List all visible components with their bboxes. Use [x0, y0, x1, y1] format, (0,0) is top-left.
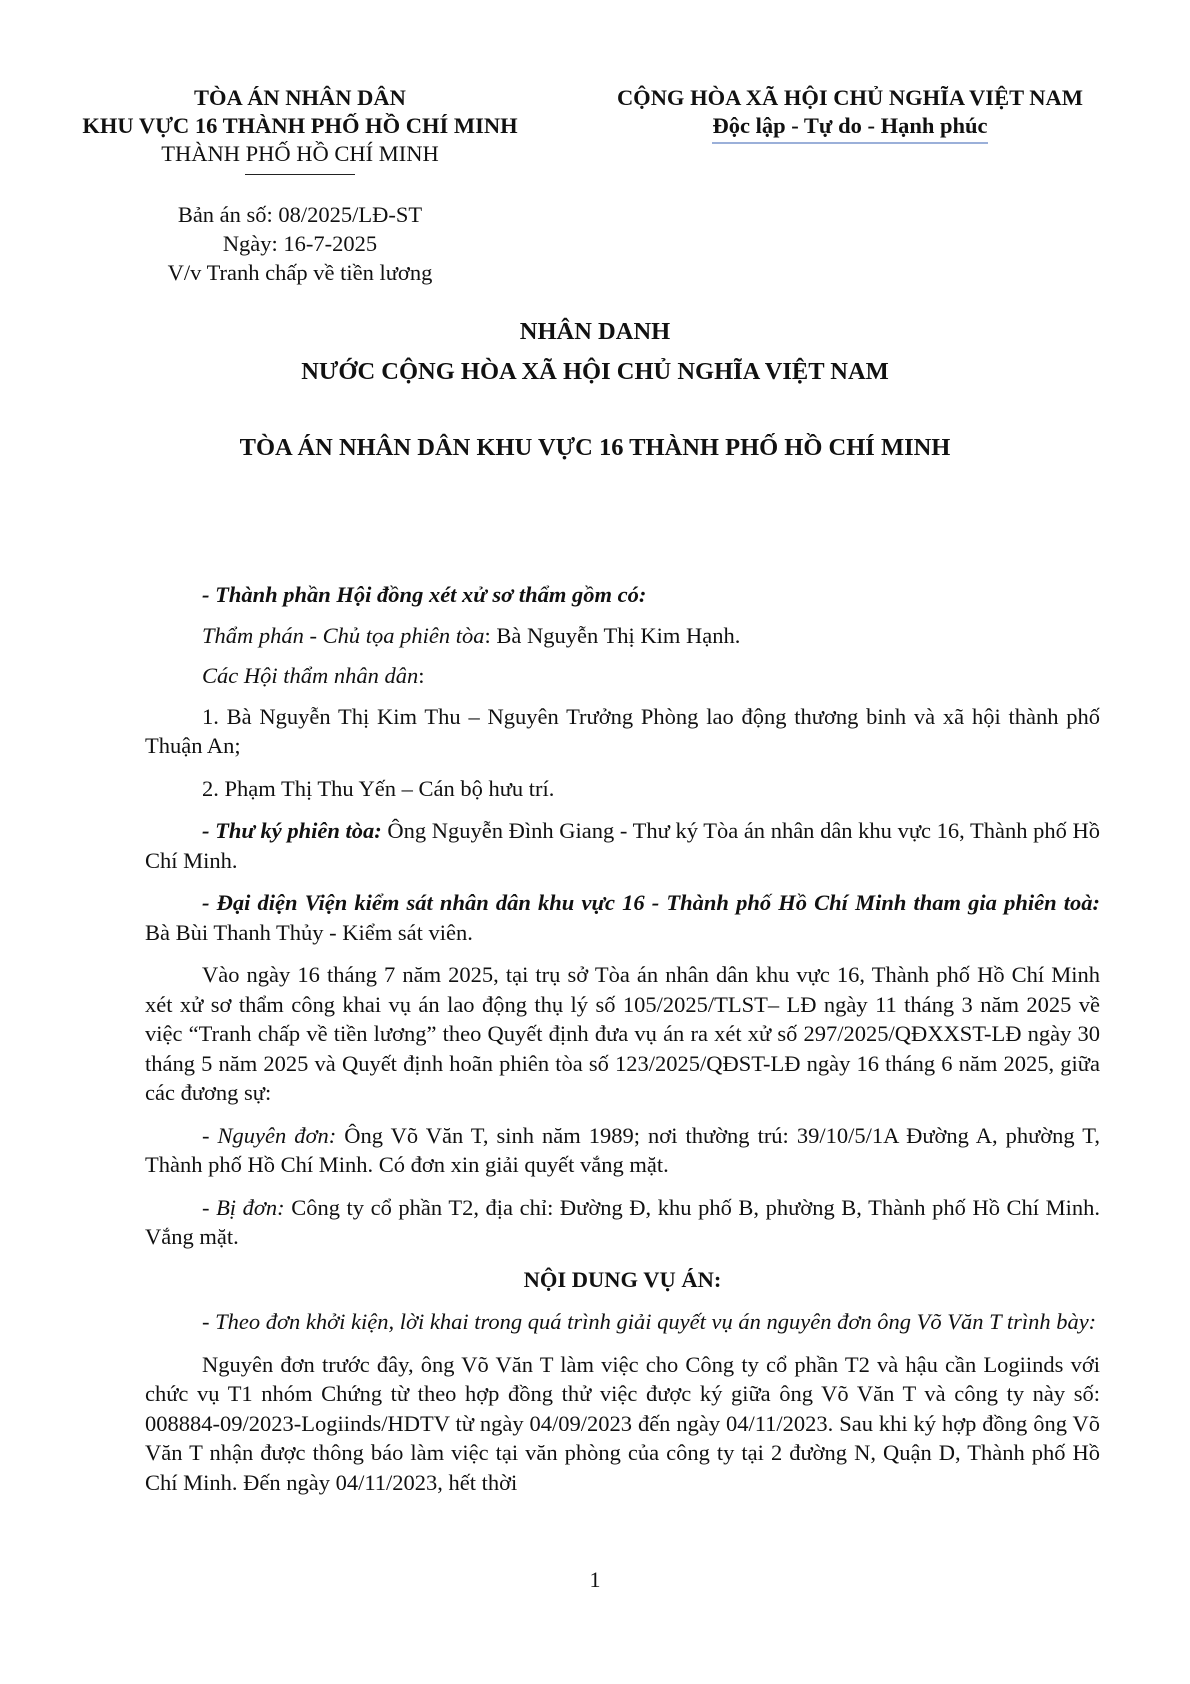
plaintiff-label: - Nguyên đơn:	[202, 1122, 337, 1148]
judgment-number: Bản án số: 08/2025/LĐ-ST	[177, 202, 423, 227]
plaintiff-value: Ông Võ Văn T, sinh năm 1989; nơi thường trú: 39/10/5/1A Đường A, phường T, Thành phố Hồ Chí Minh. Có đơn xin giải quyết vắng mặt.	[145, 1122, 1100, 1177]
procurator	[145, 888, 1100, 947]
assessor-1: 1. Bà Nguyễn Thị Kim Thu – Nguyên Trưởng Phòng lao động thương binh và xã hội thành phố Thuận An;	[145, 703, 1100, 758]
procurator-label: - Đại diện Viện kiểm sát nhân dân khu vực 16 - Thành phố Hồ Chí Minh tham gia phiên toà:	[202, 890, 1100, 915]
section-heading: NỘI DUNG VỤ ÁN:	[523, 1266, 722, 1292]
claim-intro: - Theo đơn khởi kiện, lời khai trong quá trình giải quyết vụ án nguyên đơn ông Võ Văn T trình bày:	[202, 1309, 1097, 1334]
title-in-the-name: NHÂN DANH	[519, 318, 671, 345]
header-right	[615, 84, 1085, 144]
page-number: 1	[589, 1567, 601, 1592]
court-clerk	[145, 816, 1100, 875]
judge-name: : Bà Nguyễn Thị Kim Hạnh.	[484, 622, 741, 648]
hearing-paragraph: Vào ngày 16 tháng 7 năm 2025, tại trụ sở Tòa án nhân dân khu vực 16, Thành phố Hồ Chí Minh xét xử sơ thẩm công khai vụ án lao động thụ lý số 105/2025/TLST– LĐ ngày 11 tháng 3 năm 2025 về việc “Tranh chấp về tiền lương” theo Quyết định đưa vụ án ra xét xử số 297/2025/QĐXXST-LĐ ngày 30 tháng 5 năm 2025 và Quyết định hoãn phiên tòa số 123/2025/QĐST-LĐ ngày 16 tháng 6 năm 2025, giữa các đương sự:	[145, 962, 1100, 1105]
defendant	[145, 1193, 1100, 1252]
clerk-label: - Thư ký phiên tòa:	[202, 818, 382, 843]
presiding-judge	[145, 621, 1100, 651]
clerk-value: Ông Nguyễn Đình Giang - Thư ký Tòa án nhân dân khu vực 16, Thành phố Hồ Chí Minh.	[145, 818, 1100, 873]
panel-heading: - Thành phần Hội đồng xét xử sơ thẩm gồm có:	[202, 582, 647, 607]
procurator-value: Bà Bùi Thanh Thủy - Kiểm sát viên.	[145, 919, 473, 945]
court-city: THÀNH PHỐ HỒ CHÍ MINH	[161, 141, 439, 166]
defendant-label: - Bị đơn:	[202, 1194, 285, 1220]
national-motto: Độc lập - Tự do - Hạnh phúc	[712, 112, 987, 144]
court-region: KHU VỰC 16 THÀNH PHỐ HỒ CHÍ MINH	[82, 113, 518, 138]
assessor-2: 2. Phạm Thị Thu Yến – Cán bộ hưu trí.	[202, 775, 555, 801]
court-name: TÒA ÁN NHÂN DÂN	[194, 85, 406, 110]
judgment-date: Ngày: 16-7-2025	[222, 231, 378, 256]
title-court: TÒA ÁN NHÂN DÂN KHU VỰC 16 THÀNH PHỐ HỒ CHÍ MINH	[239, 434, 951, 461]
header-left-divider	[245, 174, 355, 175]
claim-paragraph: Nguyên đơn trước đây, ông Võ Văn T làm việc cho Công ty cổ phần T2 và hậu cần Logiinds với chức vụ T1 nhóm Chứng từ theo hợp đồng thử việc được ký giữa ông Võ Văn T và công ty này số: 008884-09/2023-Logiinds/HDTV từ ngày 04/09/2023 đến ngày 04/11/2023. Sau khi ký hợp đồng ông Võ Văn T nhận được thông báo làm việc tại văn phòng của công ty tại 2 đường N, Quận D, Thành phố Hồ Chí Minh. Đến ngày 04/11/2023, hết thời	[145, 1351, 1100, 1495]
case-subject: V/v Tranh chấp về tiền lương	[167, 260, 433, 285]
assessors-heading: Các Hội thẩm nhân dân:	[202, 663, 425, 688]
plaintiff	[145, 1121, 1100, 1180]
national-title: CỘNG HÒA XÃ HỘI CHỦ NGHĨA VIỆT NAM	[616, 85, 1084, 110]
judge-label: Thẩm phán - Chủ tọa phiên tòa	[202, 622, 485, 648]
header-left	[60, 84, 540, 175]
judgment-body	[145, 580, 1100, 1510]
title-nation: NƯỚC CỘNG HÒA XÃ HỘI CHỦ NGHĨA VIỆT NAM	[301, 358, 889, 385]
case-info	[60, 200, 540, 287]
defendant-value: Công ty cổ phần T2, địa chỉ: Đường Đ, khu phố B, phường B, Thành phố Hồ Chí Minh. Vắng mặt.	[145, 1194, 1100, 1249]
